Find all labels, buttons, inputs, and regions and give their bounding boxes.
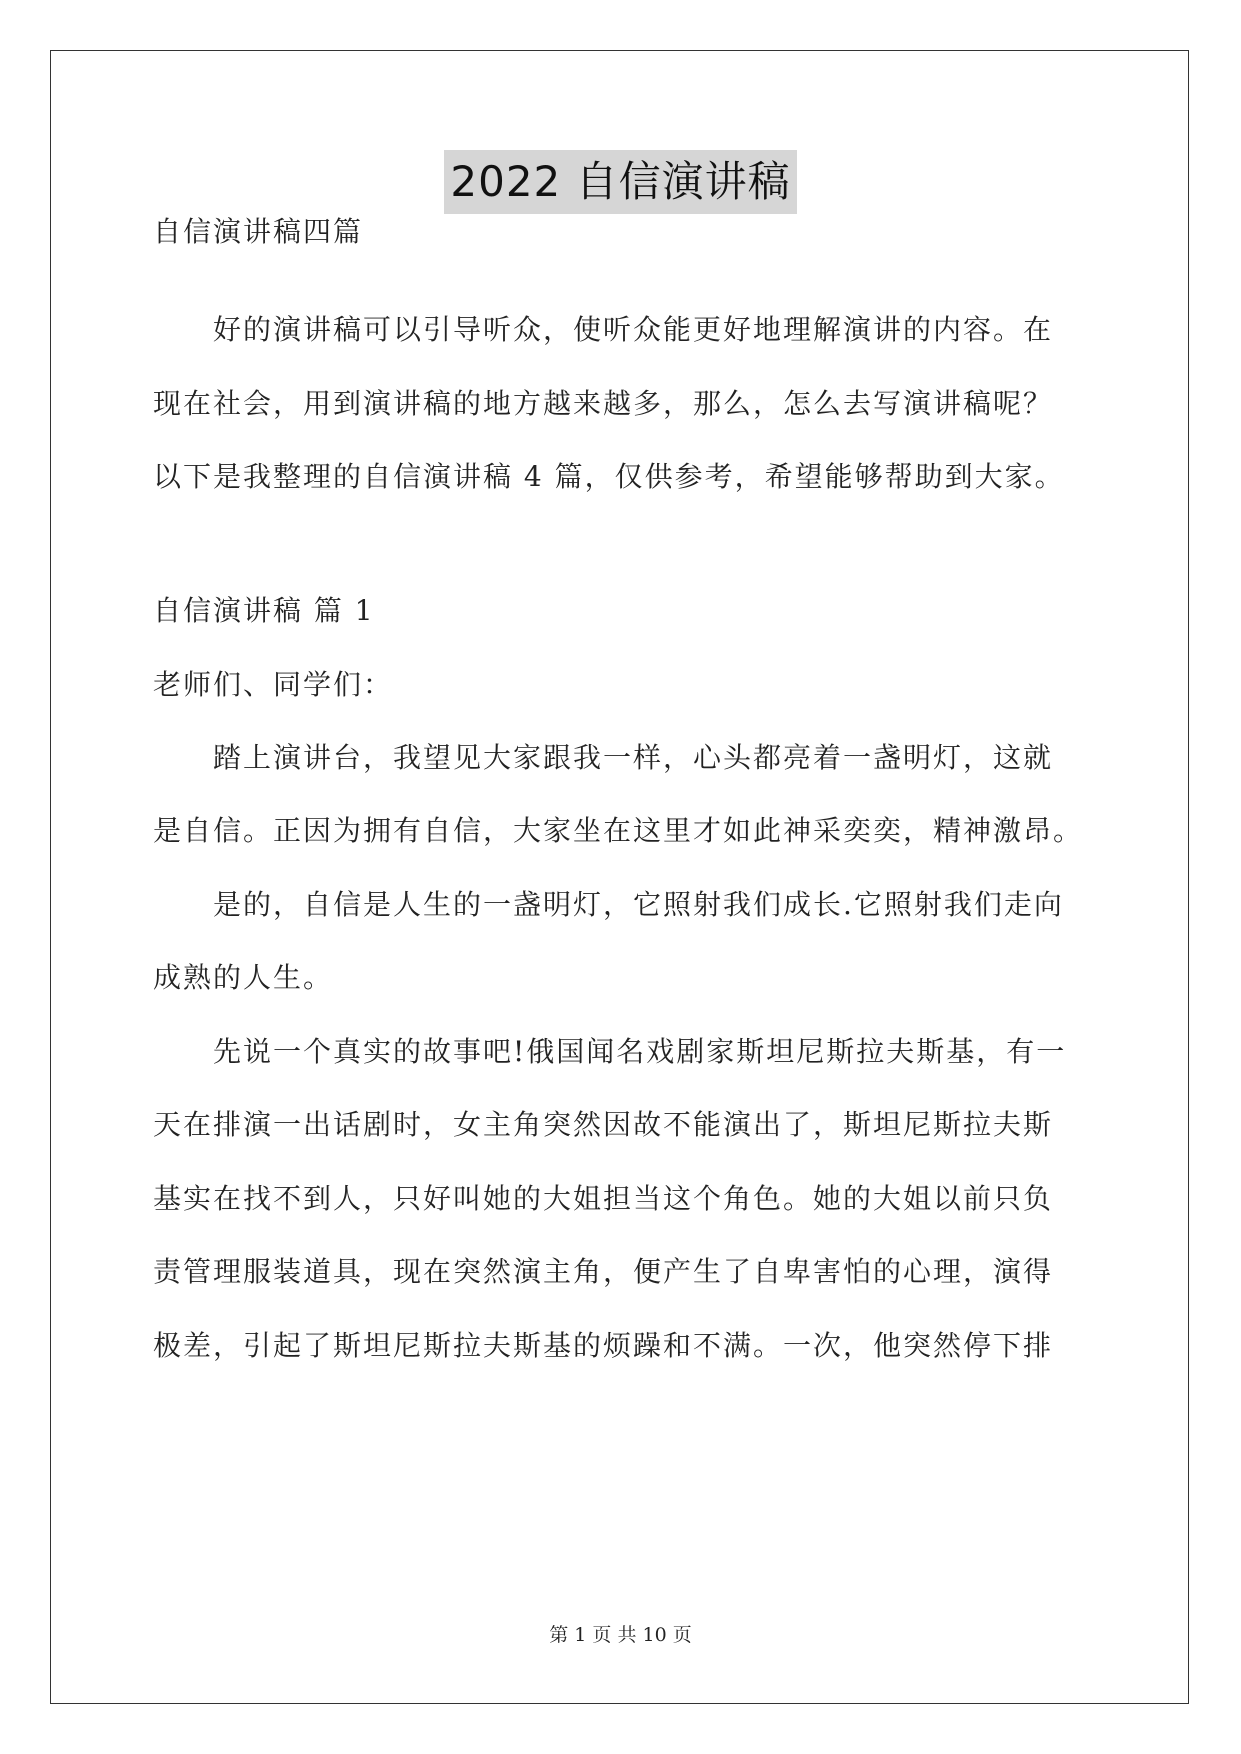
body-line: 极差，引起了斯坦尼斯拉夫斯基的烦躁和不满。一次，他突然停下排 [153,1329,1054,1362]
body-line: 天在排演一出话剧时，女主角突然因故不能演出了，斯坦尼斯拉夫斯 [153,1108,1054,1141]
page-border [50,50,1189,1704]
body-line: 是的，自信是人生的一盏明灯，它照射我们成长.它照射我们走向 [213,888,1064,921]
body-line: 责管理服装道具，现在突然演主角，便产生了自卑害怕的心理，演得 [153,1255,1054,1288]
page-number-footer: 第 1 页 共 10 页 [549,1624,692,1646]
document-subtitle: 自信演讲稿四篇 [153,215,364,248]
title-container [0,150,1241,214]
body-line: 成熟的人生。 [153,961,334,994]
body-line: 踏上演讲台，我望见大家跟我一样，心头都亮着一盏明灯，这就 [213,741,1054,774]
salutation: 老师们、同学们： [153,668,394,701]
body-line: 是自信。正因为拥有自信，大家坐在这里才如此神采奕奕，精神激昂。 [153,814,1084,847]
document-title: 2022 自信演讲稿 [444,150,796,214]
intro-line: 好的演讲稿可以引导听众，使听众能更好地理解演讲的内容。在 [213,313,1054,346]
intro-line: 以下是我整理的自信演讲稿 4 篇，仅供参考，希望能够帮助到大家。 [153,460,1065,493]
body-line: 基实在找不到人，只好叫她的大姐担当这个角色。她的大姐以前只负 [153,1182,1054,1215]
body-line: 先说一个真实的故事吧!俄国闻名戏剧家斯坦尼斯拉夫斯基，有一 [213,1035,1067,1068]
section-heading: 自信演讲稿 篇 1 [153,594,375,627]
intro-line: 现在社会，用到演讲稿的地方越来越多，那么，怎么去写演讲稿呢？ [153,387,1054,420]
